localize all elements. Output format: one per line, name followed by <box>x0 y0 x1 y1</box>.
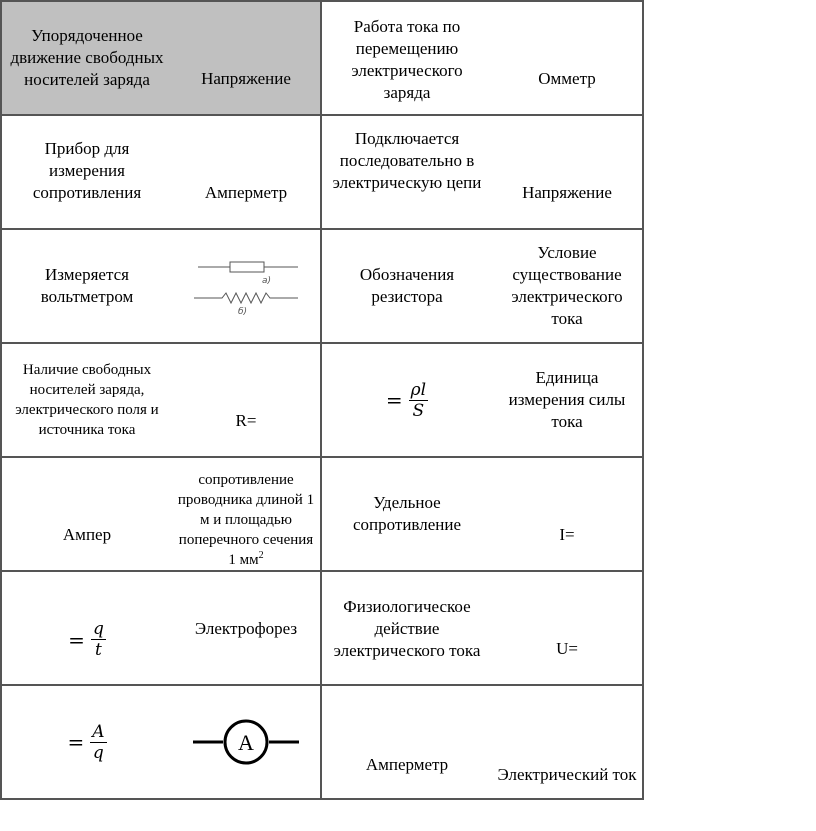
ammeter-symbol-icon <box>191 717 301 767</box>
resistor-symbols-cell <box>172 230 320 342</box>
table-cell: Наличие свободных носителей заряда, электрического поля и источника тока <box>15 362 159 438</box>
table-cell: Измеряется вольтметром <box>40 265 134 306</box>
table-cell: Единица измерения силы тока <box>508 368 626 431</box>
formula-q-t <box>68 619 106 660</box>
formula-numerator: q <box>92 619 104 639</box>
formula-rho <box>386 380 428 421</box>
cell-text-main: сопротивление проводника длиной 1 м и площадью поперечного сечения 1 мм <box>177 472 315 568</box>
formula-equals: = <box>68 627 85 652</box>
cell-text <box>176 470 316 570</box>
formula-rho-cell <box>322 344 492 456</box>
table-cell: Омметр <box>538 69 596 88</box>
table-cell: Амперметр <box>204 183 288 202</box>
resistor-label-a: а) <box>262 276 272 286</box>
table-cell: Прибор для измерения сопротивления <box>32 139 142 202</box>
table-cell: Электрофорез <box>194 619 298 638</box>
table-cell: Работа тока по перемещению электрического заряда <box>351 17 463 102</box>
table-cell: Удельное сопротивление <box>352 493 462 534</box>
table-cell: Амперметр <box>365 755 449 774</box>
table-cell: R= <box>235 411 257 430</box>
ammeter-symbol-cell <box>172 686 320 798</box>
table-cell: Электрический ток <box>497 765 637 784</box>
ammeter-letter: A <box>238 730 254 755</box>
table-cell: Физиологическое действие электрического тока <box>333 597 481 660</box>
formula-denominator: t <box>94 640 102 660</box>
table-cell: Обозначения резистора <box>359 265 455 306</box>
formula-equals: = <box>67 730 85 754</box>
formula-denominator: S <box>412 400 425 421</box>
resistor-symbols-icon <box>186 251 306 321</box>
table-cell: Условие существование электрического тока <box>511 243 623 328</box>
table-cell: U= <box>556 639 578 658</box>
resistor-label-b: б) <box>238 307 248 317</box>
formula-a-q <box>67 722 106 763</box>
formula-numerator: ρl <box>410 379 427 400</box>
table-cell: Подключается последовательно в электрическую цепи <box>332 129 482 192</box>
table-cell <box>172 2 320 114</box>
formula-denominator: q <box>92 742 104 763</box>
formula-a-q-cell <box>2 686 172 798</box>
formula-equals: = <box>385 388 403 412</box>
formula-q-t-cell <box>2 572 172 684</box>
table-cell: Упорядоченное движение свободных носителей заряда <box>10 26 164 89</box>
cell-text: Напряжение <box>201 69 291 88</box>
table-border <box>0 798 644 800</box>
superscript: 2 <box>258 550 264 561</box>
table-cell: I= <box>559 525 575 544</box>
table-cell: Напряжение <box>522 183 612 202</box>
formula-numerator: A <box>92 721 105 742</box>
table-cell <box>172 458 320 570</box>
table-border <box>642 0 644 800</box>
table-cell: Ампер <box>62 525 112 544</box>
